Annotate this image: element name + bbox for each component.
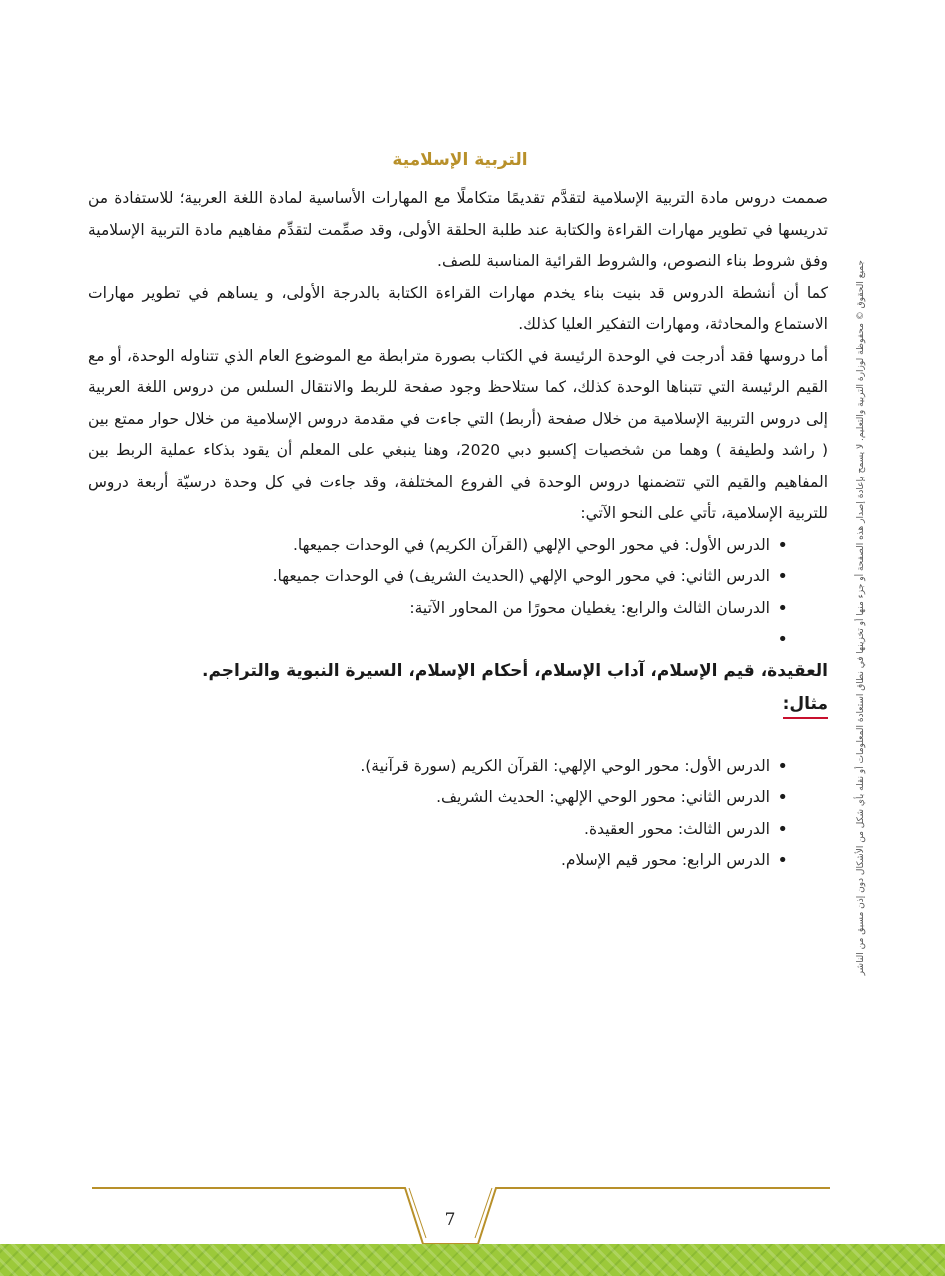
list-item: • الدرس الثاني: محور الوحي الإلهي: الحديث الشريف. bbox=[88, 782, 788, 814]
list-item: • الدرس الأول: في محور الوحي الإلهي (القرآن الكريم) في الوحدات جميعها. bbox=[88, 530, 788, 562]
paragraph-intro: صممت دروس مادة التربية الإسلامية لتقدَّم تقديمًا متكاملًا مع المهارات الأساسية لمادة اللغة العربية؛ للاستفادة من تدريسها في تطوير مهارات القراءة والكتابة عند طلبة الحلقة الأولى، وقد صمِّمت لتقدِّم مفاهيم مادة التربية الإسلامية وفق شروط بناء النصوص، والشروط القرائية المناسبة للصف. bbox=[88, 189, 828, 270]
list-item: • الدرس الرابع: محور قيم الإسلام. bbox=[88, 845, 788, 877]
list-item bbox=[88, 624, 788, 656]
example-label: مثال: bbox=[783, 691, 828, 719]
content-area bbox=[88, 183, 828, 877]
axes-line: العقيدة، قيم الإسلام، آداب الإسلام، أحكام الإسلام، السيرة النبوية والتراجم. bbox=[202, 660, 828, 681]
list-item: • الدرس الأول: محور الوحي الإلهي: القرآن الكريم (سورة قرآنية). bbox=[88, 751, 788, 783]
copyright-note: جميع الحقوق © محفوظة لوزارة التربية والتعليم. لا يسمح بإعادة إصدار هذه الصفحة أو جزء منها أو تخزينها في نطاق استعادة المعلومات أو نقله بأي شكل من الأشكال دون إذن مسبق من الناشر bbox=[856, 260, 866, 976]
list-item: • الدرس الثالث: محور العقيدة. bbox=[88, 814, 788, 846]
page-number: 7 bbox=[444, 1210, 456, 1230]
paragraph-activities: كما أن أنشطة الدروس قد بنيت بناء يخدم مهارات القراءة الكتابة بالدرجة الأولى، و يساهم في تطوير مهارات الاستماع والمحادثة، ومهارات التفكير العليا كذلك. bbox=[88, 283, 828, 333]
page-title: التربية الإسلامية bbox=[392, 150, 528, 170]
paragraph-lessons: أما دروسها فقد أدرجت في الوحدة الرئيسة في الكتاب بصورة مترابطة مع الموضوع العام الذي تتناوله الوحدة، أو مع القيم الرئيسة التي تتبناها الوحدة كذلك، كما ستلاحظ وجود صفحة للربط والانتقال السلس من دروس اللغة العربية إلى دروس التربية الإسلامية من خلال صفحة (أربط) التي جاءت في مقدمة دروس الإسلامية من خلال حوار ممتع بين ( راشد ولطيفة ) وهما من شخصيات إكسبو دبي 2020، وهنا ينبغي على المعلم أن يقود بذكاء عملية الربط بين المفاهيم والقيم التي تتضمنها دروس الوحدة في الفروع المختلفة، وقد جاءت في كل وحدة درسيّة أربعة دروس للتربية الإسلامية، تأتي على النحو الآتي: bbox=[88, 346, 828, 522]
example-list bbox=[88, 751, 828, 877]
lesson-axes-list bbox=[88, 530, 828, 656]
list-item: • الدرس الثاني: في محور الوحي الإلهي (الحديث الشريف) في الوحدات جميعها. bbox=[88, 561, 788, 593]
footer-pattern-band bbox=[0, 1244, 945, 1276]
list-item: • الدرسان الثالث والرابع: يغطيان محورًا من المحاور الآتية: bbox=[88, 593, 788, 625]
